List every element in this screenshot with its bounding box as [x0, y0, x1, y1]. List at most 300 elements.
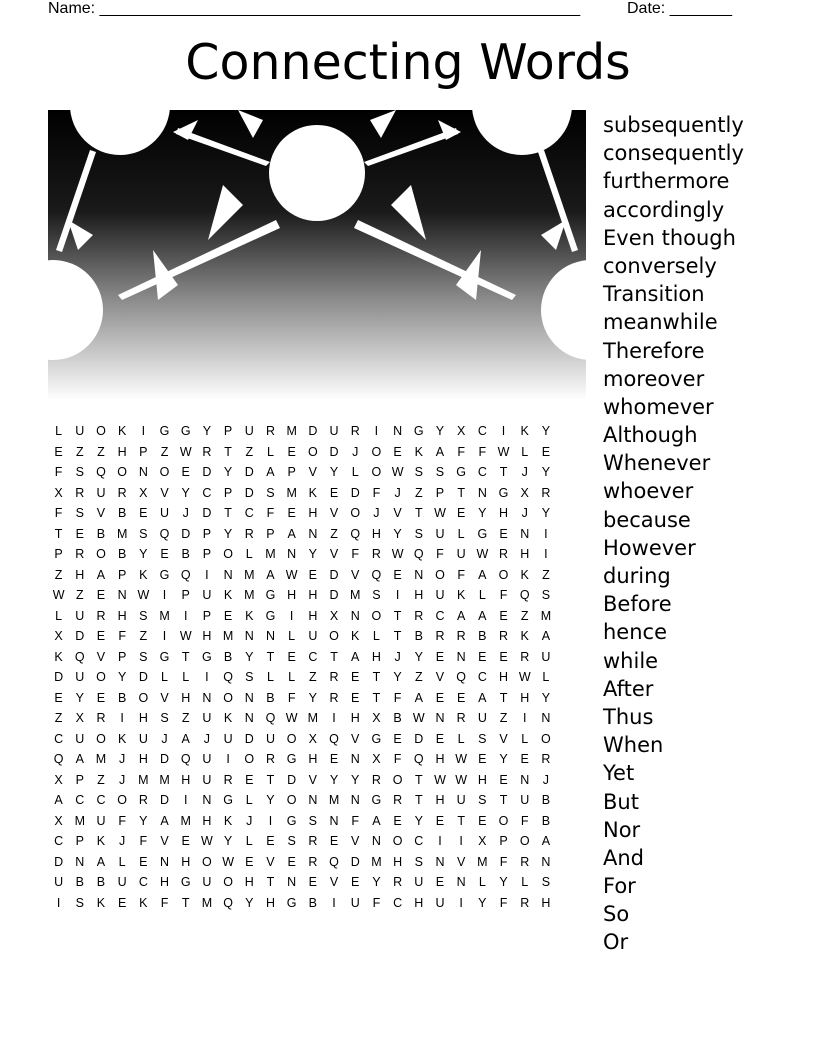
- grid-letter[interactable]: L: [288, 629, 296, 644]
- grid-letter[interactable]: E: [96, 629, 106, 644]
- grid-letter[interactable]: T: [457, 813, 465, 828]
- grid-letter[interactable]: C: [202, 485, 212, 500]
- grid-letter[interactable]: U: [541, 649, 551, 664]
- grid-letter[interactable]: N: [244, 629, 254, 644]
- grid-letter[interactable]: Z: [75, 588, 84, 603]
- grid-letter[interactable]: O: [96, 731, 106, 746]
- grid-letter[interactable]: B: [181, 547, 190, 562]
- grid-letter[interactable]: P: [117, 649, 127, 664]
- grid-letter[interactable]: Q: [371, 567, 382, 582]
- grid-letter[interactable]: X: [54, 485, 63, 500]
- grid-letter[interactable]: R: [520, 854, 530, 869]
- grid-letter[interactable]: B: [414, 629, 423, 644]
- grid-letter[interactable]: T: [372, 670, 381, 685]
- grid-letter[interactable]: N: [541, 854, 551, 869]
- grid-letter[interactable]: E: [139, 506, 148, 521]
- grid-letter[interactable]: H: [117, 608, 127, 623]
- grid-letter[interactable]: F: [393, 752, 402, 767]
- grid-letter[interactable]: B: [117, 547, 127, 562]
- grid-letter[interactable]: Z: [414, 670, 423, 685]
- grid-letter[interactable]: N: [477, 485, 487, 500]
- grid-letter[interactable]: B: [117, 506, 127, 521]
- grid-letter[interactable]: M: [307, 711, 319, 726]
- grid-letter[interactable]: E: [329, 752, 339, 767]
- grid-letter[interactable]: F: [118, 629, 126, 644]
- grid-letter[interactable]: A: [372, 813, 381, 828]
- grid-letter[interactable]: L: [266, 444, 274, 459]
- grid-letter[interactable]: Y: [478, 895, 487, 910]
- grid-letter[interactable]: G: [371, 731, 382, 746]
- grid-letter[interactable]: Y: [414, 649, 423, 664]
- grid-letter[interactable]: D: [160, 793, 170, 808]
- grid-letter[interactable]: V: [351, 834, 360, 849]
- grid-letter[interactable]: F: [160, 895, 169, 910]
- grid-letter[interactable]: M: [540, 608, 552, 623]
- grid-letter[interactable]: B: [541, 793, 551, 808]
- grid-letter[interactable]: W: [455, 772, 468, 787]
- grid-letter[interactable]: H: [308, 752, 318, 767]
- grid-letter[interactable]: C: [435, 608, 445, 623]
- grid-letter[interactable]: D: [244, 485, 254, 500]
- grid-letter[interactable]: T: [224, 506, 232, 521]
- grid-letter[interactable]: A: [75, 752, 84, 767]
- grid-letter[interactable]: K: [414, 444, 423, 459]
- grid-letter[interactable]: S: [541, 875, 551, 890]
- grid-letter[interactable]: S: [75, 465, 84, 480]
- grid-letter[interactable]: E: [181, 834, 190, 849]
- grid-letter[interactable]: U: [477, 711, 487, 726]
- grid-letter[interactable]: U: [202, 588, 212, 603]
- grid-letter[interactable]: A: [478, 567, 487, 582]
- grid-letter[interactable]: Q: [96, 465, 106, 480]
- grid-letter[interactable]: E: [435, 731, 445, 746]
- grid-letter[interactable]: U: [75, 424, 85, 439]
- grid-letter[interactable]: J: [352, 444, 359, 459]
- grid-letter[interactable]: Y: [541, 690, 551, 705]
- grid-letter[interactable]: I: [141, 424, 146, 439]
- grid-letter[interactable]: K: [520, 629, 529, 644]
- grid-letter[interactable]: S: [139, 649, 148, 664]
- grid-letter[interactable]: C: [393, 895, 403, 910]
- grid-letter[interactable]: X: [456, 424, 466, 439]
- grid-letter[interactable]: T: [266, 649, 275, 664]
- grid-letter[interactable]: K: [223, 588, 233, 603]
- grid-letter[interactable]: O: [435, 567, 445, 582]
- grid-letter[interactable]: E: [393, 444, 402, 459]
- grid-letter[interactable]: E: [456, 690, 466, 705]
- grid-letter[interactable]: Z: [245, 444, 254, 459]
- grid-letter[interactable]: R: [117, 485, 127, 500]
- grid-letter[interactable]: X: [54, 629, 63, 644]
- grid-letter[interactable]: I: [438, 834, 442, 849]
- grid-letter[interactable]: E: [160, 547, 169, 562]
- grid-letter[interactable]: F: [54, 465, 63, 480]
- grid-letter[interactable]: A: [351, 649, 360, 664]
- grid-letter[interactable]: E: [287, 506, 296, 521]
- grid-letter[interactable]: H: [520, 690, 530, 705]
- grid-letter[interactable]: L: [55, 424, 63, 439]
- grid-letter[interactable]: W: [476, 547, 489, 562]
- grid-letter[interactable]: D: [287, 772, 297, 787]
- grid-letter[interactable]: I: [162, 588, 167, 603]
- grid-letter[interactable]: O: [223, 690, 233, 705]
- grid-letter[interactable]: D: [138, 670, 148, 685]
- grid-letter[interactable]: Y: [245, 649, 254, 664]
- grid-letter[interactable]: M: [350, 588, 361, 603]
- grid-letter[interactable]: R: [371, 772, 381, 787]
- grid-letter[interactable]: G: [223, 793, 233, 808]
- grid-letter[interactable]: C: [477, 424, 487, 439]
- grid-letter[interactable]: G: [286, 813, 297, 828]
- grid-letter[interactable]: O: [244, 752, 255, 767]
- grid-letter[interactable]: R: [520, 649, 530, 664]
- grid-letter[interactable]: M: [477, 854, 488, 869]
- grid-letter[interactable]: R: [265, 752, 275, 767]
- grid-letter[interactable]: O: [223, 875, 233, 890]
- grid-letter[interactable]: H: [541, 895, 551, 910]
- grid-letter[interactable]: C: [244, 506, 254, 521]
- grid-letter[interactable]: A: [414, 690, 423, 705]
- grid-letter[interactable]: Z: [160, 444, 169, 459]
- grid-letter[interactable]: P: [435, 485, 445, 500]
- grid-letter[interactable]: Y: [478, 506, 487, 521]
- grid-letter[interactable]: C: [138, 875, 148, 890]
- grid-letter[interactable]: M: [74, 813, 85, 828]
- grid-letter[interactable]: C: [477, 465, 487, 480]
- grid-letter[interactable]: L: [245, 834, 253, 849]
- grid-letter[interactable]: H: [435, 793, 445, 808]
- grid-letter[interactable]: S: [160, 711, 169, 726]
- grid-letter[interactable]: J: [542, 772, 550, 787]
- grid-letter[interactable]: C: [54, 834, 64, 849]
- grid-letter[interactable]: W: [179, 444, 192, 459]
- grid-letter[interactable]: Y: [541, 424, 551, 439]
- grid-letter[interactable]: S: [478, 731, 487, 746]
- grid-letter[interactable]: R: [393, 875, 403, 890]
- grid-letter[interactable]: U: [435, 588, 445, 603]
- grid-letter[interactable]: L: [521, 731, 529, 746]
- grid-letter[interactable]: U: [96, 813, 106, 828]
- grid-letter[interactable]: J: [373, 506, 380, 521]
- grid-letter[interactable]: X: [520, 485, 529, 500]
- grid-letter[interactable]: U: [265, 731, 275, 746]
- grid-letter[interactable]: S: [414, 854, 423, 869]
- grid-letter[interactable]: L: [182, 670, 190, 685]
- grid-letter[interactable]: B: [96, 875, 106, 890]
- grid-letter[interactable]: R: [371, 547, 381, 562]
- grid-letter[interactable]: N: [393, 424, 403, 439]
- grid-letter[interactable]: Z: [542, 567, 550, 582]
- grid-letter[interactable]: Q: [350, 526, 361, 541]
- grid-letter[interactable]: L: [245, 547, 253, 562]
- grid-letter[interactable]: H: [181, 772, 191, 787]
- grid-letter[interactable]: Q: [74, 649, 85, 664]
- grid-letter[interactable]: R: [75, 547, 85, 562]
- grid-letter[interactable]: U: [414, 875, 424, 890]
- grid-letter[interactable]: S: [287, 834, 296, 849]
- grid-letter[interactable]: Z: [181, 711, 190, 726]
- grid-letter[interactable]: V: [329, 506, 339, 521]
- grid-letter[interactable]: N: [287, 547, 297, 562]
- grid-letter[interactable]: O: [371, 465, 382, 480]
- grid-letter[interactable]: P: [223, 424, 233, 439]
- grid-letter[interactable]: N: [350, 608, 360, 623]
- grid-letter[interactable]: Z: [520, 608, 529, 623]
- grid-letter[interactable]: V: [160, 690, 169, 705]
- grid-letter[interactable]: P: [223, 485, 233, 500]
- grid-letter[interactable]: R: [329, 690, 339, 705]
- grid-letter[interactable]: D: [350, 854, 360, 869]
- grid-letter[interactable]: L: [542, 670, 550, 685]
- grid-letter[interactable]: K: [96, 895, 106, 910]
- grid-letter[interactable]: Y: [499, 752, 508, 767]
- grid-letter[interactable]: S: [478, 793, 487, 808]
- grid-letter[interactable]: B: [96, 526, 106, 541]
- grid-letter[interactable]: Y: [223, 465, 233, 480]
- grid-letter[interactable]: Y: [393, 526, 402, 541]
- grid-letter[interactable]: E: [435, 649, 445, 664]
- grid-letter[interactable]: V: [308, 465, 318, 480]
- grid-letter[interactable]: K: [223, 711, 233, 726]
- grid-letter[interactable]: Z: [97, 772, 105, 787]
- grid-letter[interactable]: Y: [329, 772, 339, 787]
- grid-letter[interactable]: N: [244, 711, 254, 726]
- grid-letter[interactable]: R: [223, 772, 233, 787]
- grid-letter[interactable]: D: [181, 526, 191, 541]
- grid-letter[interactable]: H: [160, 875, 170, 890]
- grid-letter[interactable]: L: [245, 793, 253, 808]
- grid-letter[interactable]: H: [520, 547, 530, 562]
- grid-letter[interactable]: D: [54, 854, 64, 869]
- grid-letter[interactable]: I: [544, 526, 548, 541]
- grid-letter[interactable]: Y: [223, 834, 233, 849]
- grid-letter[interactable]: Y: [308, 690, 318, 705]
- grid-letter[interactable]: R: [350, 424, 360, 439]
- grid-letter[interactable]: U: [223, 731, 233, 746]
- grid-letter[interactable]: H: [181, 690, 191, 705]
- grid-letter[interactable]: U: [435, 895, 445, 910]
- word-search-grid[interactable]: [48, 421, 586, 913]
- grid-letter[interactable]: N: [371, 834, 381, 849]
- grid-letter[interactable]: U: [435, 526, 445, 541]
- grid-letter[interactable]: S: [139, 608, 148, 623]
- grid-letter[interactable]: D: [329, 588, 339, 603]
- grid-letter[interactable]: I: [544, 547, 548, 562]
- grid-letter[interactable]: F: [139, 834, 148, 849]
- grid-letter[interactable]: Y: [139, 813, 148, 828]
- grid-letter[interactable]: F: [351, 547, 360, 562]
- grid-letter[interactable]: Q: [223, 670, 233, 685]
- grid-letter[interactable]: U: [202, 752, 212, 767]
- grid-letter[interactable]: U: [117, 875, 127, 890]
- grid-letter[interactable]: H: [414, 588, 424, 603]
- grid-letter[interactable]: F: [372, 895, 381, 910]
- grid-letter[interactable]: D: [329, 444, 339, 459]
- grid-letter[interactable]: W: [434, 772, 446, 787]
- grid-letter[interactable]: V: [266, 854, 275, 869]
- grid-letter[interactable]: Z: [75, 444, 84, 459]
- grid-letter[interactable]: R: [414, 608, 424, 623]
- grid-letter[interactable]: E: [520, 752, 529, 767]
- grid-letter[interactable]: W: [518, 670, 531, 685]
- grid-letter[interactable]: Y: [245, 895, 254, 910]
- grid-letter[interactable]: N: [520, 526, 530, 541]
- grid-letter[interactable]: W: [285, 567, 298, 582]
- grid-letter[interactable]: M: [371, 854, 382, 869]
- grid-letter[interactable]: S: [541, 588, 551, 603]
- grid-letter[interactable]: I: [289, 608, 294, 623]
- grid-letter[interactable]: N: [265, 629, 275, 644]
- grid-letter[interactable]: I: [183, 793, 188, 808]
- grid-letter[interactable]: S: [372, 588, 381, 603]
- grid-letter[interactable]: A: [266, 465, 275, 480]
- grid-letter[interactable]: H: [308, 608, 318, 623]
- grid-letter[interactable]: M: [159, 772, 170, 787]
- grid-letter[interactable]: D: [54, 670, 64, 685]
- grid-letter[interactable]: T: [414, 793, 423, 808]
- grid-letter[interactable]: E: [393, 731, 402, 746]
- grid-letter[interactable]: U: [160, 506, 170, 521]
- grid-letter[interactable]: O: [541, 731, 551, 746]
- grid-letter[interactable]: S: [245, 670, 254, 685]
- grid-letter[interactable]: T: [457, 485, 465, 500]
- grid-letter[interactable]: U: [244, 424, 254, 439]
- grid-letter[interactable]: J: [246, 813, 253, 828]
- grid-letter[interactable]: Q: [413, 547, 424, 562]
- grid-letter[interactable]: K: [520, 424, 529, 439]
- grid-letter[interactable]: S: [139, 526, 148, 541]
- grid-letter[interactable]: K: [308, 485, 318, 500]
- grid-letter[interactable]: M: [138, 772, 149, 787]
- grid-letter[interactable]: E: [245, 772, 254, 787]
- grid-letter[interactable]: G: [286, 895, 297, 910]
- grid-letter[interactable]: Z: [139, 629, 148, 644]
- grid-letter[interactable]: A: [541, 629, 551, 644]
- grid-letter[interactable]: D: [329, 567, 339, 582]
- grid-letter[interactable]: K: [139, 567, 148, 582]
- grid-letter[interactable]: U: [329, 424, 339, 439]
- grid-letter[interactable]: M: [222, 629, 234, 644]
- grid-letter[interactable]: Q: [265, 711, 276, 726]
- grid-letter[interactable]: I: [268, 813, 273, 828]
- grid-letter[interactable]: X: [54, 772, 63, 787]
- grid-letter[interactable]: R: [541, 485, 551, 500]
- grid-letter[interactable]: J: [394, 485, 401, 500]
- grid-letter[interactable]: S: [266, 485, 275, 500]
- grid-letter[interactable]: U: [54, 875, 64, 890]
- grid-letter[interactable]: P: [499, 834, 508, 849]
- grid-letter[interactable]: E: [96, 690, 106, 705]
- grid-letter[interactable]: A: [456, 608, 466, 623]
- grid-letter[interactable]: N: [202, 690, 212, 705]
- grid-letter[interactable]: Y: [372, 875, 381, 890]
- grid-letter[interactable]: V: [329, 547, 339, 562]
- grid-letter[interactable]: W: [434, 506, 446, 521]
- grid-letter[interactable]: F: [499, 854, 508, 869]
- grid-letter[interactable]: M: [159, 608, 170, 623]
- grid-letter[interactable]: B: [308, 895, 318, 910]
- grid-letter[interactable]: R: [96, 711, 106, 726]
- grid-letter[interactable]: I: [120, 711, 124, 726]
- grid-letter[interactable]: E: [478, 752, 487, 767]
- grid-letter[interactable]: E: [287, 649, 296, 664]
- grid-letter[interactable]: J: [161, 731, 168, 746]
- grid-letter[interactable]: O: [371, 608, 382, 623]
- grid-letter[interactable]: E: [308, 567, 318, 582]
- grid-letter[interactable]: G: [265, 608, 276, 623]
- grid-letter[interactable]: E: [499, 649, 508, 664]
- grid-letter[interactable]: Y: [351, 772, 360, 787]
- grid-letter[interactable]: F: [520, 813, 529, 828]
- grid-letter[interactable]: C: [96, 793, 106, 808]
- grid-letter[interactable]: R: [138, 793, 148, 808]
- grid-letter[interactable]: Y: [75, 690, 84, 705]
- grid-letter[interactable]: Z: [499, 711, 508, 726]
- grid-letter[interactable]: O: [498, 567, 509, 582]
- grid-letter[interactable]: O: [519, 834, 530, 849]
- grid-letter[interactable]: N: [414, 567, 424, 582]
- grid-letter[interactable]: L: [478, 588, 486, 603]
- grid-letter[interactable]: G: [498, 485, 509, 500]
- grid-letter[interactable]: N: [329, 813, 339, 828]
- grid-letter[interactable]: O: [96, 424, 106, 439]
- grid-letter[interactable]: X: [478, 834, 487, 849]
- grid-letter[interactable]: E: [329, 834, 339, 849]
- grid-letter[interactable]: D: [350, 485, 360, 500]
- grid-letter[interactable]: E: [139, 854, 148, 869]
- grid-letter[interactable]: T: [266, 772, 275, 787]
- grid-letter[interactable]: D: [414, 731, 424, 746]
- grid-letter[interactable]: W: [412, 711, 425, 726]
- grid-letter[interactable]: G: [180, 875, 191, 890]
- grid-letter[interactable]: N: [435, 711, 445, 726]
- grid-letter[interactable]: Y: [266, 793, 275, 808]
- grid-letter[interactable]: G: [265, 588, 276, 603]
- grid-letter[interactable]: N: [350, 752, 360, 767]
- grid-letter[interactable]: N: [287, 875, 297, 890]
- grid-letter[interactable]: H: [350, 711, 360, 726]
- grid-letter[interactable]: U: [202, 772, 212, 787]
- grid-letter[interactable]: F: [266, 506, 275, 521]
- grid-letter[interactable]: D: [244, 731, 254, 746]
- grid-letter[interactable]: J: [521, 506, 528, 521]
- grid-letter[interactable]: T: [499, 690, 508, 705]
- grid-letter[interactable]: I: [226, 752, 230, 767]
- grid-letter[interactable]: V: [435, 670, 445, 685]
- grid-letter[interactable]: V: [456, 854, 466, 869]
- grid-letter[interactable]: R: [435, 629, 445, 644]
- grid-letter[interactable]: G: [180, 424, 191, 439]
- grid-letter[interactable]: P: [266, 526, 275, 541]
- grid-letter[interactable]: A: [54, 793, 63, 808]
- grid-letter[interactable]: H: [308, 506, 318, 521]
- grid-letter[interactable]: H: [202, 813, 212, 828]
- grid-letter[interactable]: N: [117, 588, 127, 603]
- grid-letter[interactable]: G: [159, 424, 170, 439]
- grid-letter[interactable]: K: [117, 731, 127, 746]
- grid-letter[interactable]: W: [497, 444, 510, 459]
- grid-letter[interactable]: R: [520, 895, 530, 910]
- grid-letter[interactable]: F: [478, 444, 487, 459]
- grid-letter[interactable]: F: [372, 485, 381, 500]
- grid-letter[interactable]: Z: [97, 444, 105, 459]
- grid-letter[interactable]: W: [391, 465, 404, 480]
- grid-letter[interactable]: A: [266, 567, 275, 582]
- grid-letter[interactable]: E: [181, 465, 190, 480]
- grid-letter[interactable]: U: [75, 608, 85, 623]
- grid-letter[interactable]: S: [308, 813, 318, 828]
- grid-letter[interactable]: E: [351, 670, 360, 685]
